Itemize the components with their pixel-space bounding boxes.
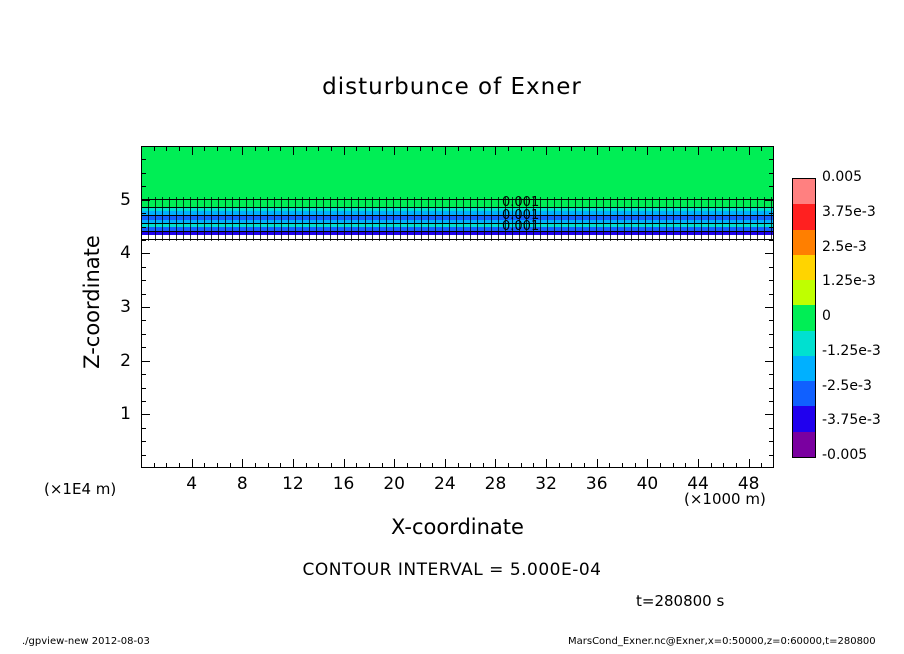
- x-axis-tick: [268, 463, 269, 468]
- x-axis-tick-label: 32: [535, 474, 557, 494]
- x-axis-tick: [458, 463, 459, 468]
- x-axis-tick: [559, 463, 560, 468]
- x-axis-tick: [204, 463, 205, 468]
- hatch-tick: [267, 197, 268, 241]
- y-axis-tick-label: 2: [120, 350, 131, 371]
- colorbar-tick-label: -1.25e-3: [822, 342, 881, 359]
- x-axis-tick: [306, 146, 307, 151]
- y-axis-tick: [769, 401, 774, 402]
- contour-line: [142, 199, 773, 200]
- footer-right-text: MarsCond_Exner.nc@Exner,x=0:50000,z=0:60000,t=280800: [568, 636, 876, 647]
- x-axis-tick: [723, 463, 724, 468]
- x-axis-tick-label: 4: [186, 474, 198, 494]
- x-axis-tick: [533, 463, 534, 468]
- y-axis-tick: [141, 186, 146, 187]
- hatch-tick: [491, 197, 492, 241]
- y-axis-tick: [765, 307, 774, 308]
- hatch-tick: [400, 197, 401, 241]
- y-axis-tick: [141, 240, 146, 241]
- hatch-tick: [393, 197, 394, 241]
- x-axis-tick: [609, 463, 610, 468]
- x-axis-tick: [546, 146, 547, 155]
- hatch-tick: [323, 197, 324, 241]
- x-axis-tick: [761, 463, 762, 468]
- hatch-tick: [204, 197, 205, 241]
- hatch-tick: [463, 197, 464, 241]
- colorbar-cell: [793, 255, 815, 280]
- x-axis-tick: [331, 463, 332, 468]
- x-axis-tick: [698, 459, 699, 468]
- x-axis-tick: [369, 146, 370, 151]
- y-axis-tick: [769, 455, 774, 456]
- hatch-tick: [596, 197, 597, 241]
- y-axis-tick: [769, 334, 774, 335]
- y-axis-tick: [769, 186, 774, 187]
- colorbar-cell: [793, 305, 815, 330]
- hatch-tick: [169, 197, 170, 241]
- hatch-tick: [428, 197, 429, 241]
- y-axis-tick: [769, 441, 774, 442]
- x-axis-tick: [660, 463, 661, 468]
- x-axis-tick: [432, 463, 433, 468]
- hatch-tick: [477, 197, 478, 241]
- x-axis-tick: [698, 146, 699, 155]
- hatch-tick: [386, 197, 387, 241]
- x-axis-tick: [495, 146, 496, 155]
- hatch-tick: [190, 197, 191, 241]
- hatch-tick: [638, 197, 639, 241]
- y-axis-tick: [141, 334, 146, 335]
- x-axis-tick: [521, 463, 522, 468]
- x-axis-tick: [533, 146, 534, 151]
- y-axis-tick: [765, 200, 774, 201]
- x-axis-tick-label: 12: [282, 474, 304, 494]
- hatch-tick: [435, 197, 436, 241]
- y-axis-tick: [141, 294, 146, 295]
- hatch-tick: [274, 197, 275, 241]
- hatch-tick: [582, 197, 583, 241]
- hatch-tick: [183, 197, 184, 241]
- y-axis-label: Z-coordinate: [80, 235, 104, 369]
- x-axis-tick: [622, 463, 623, 468]
- x-axis-tick: [508, 463, 509, 468]
- x-axis-tick-label: 48: [737, 474, 760, 494]
- x-axis-tick: [609, 146, 610, 151]
- hatch-tick: [162, 197, 163, 241]
- contour-line: [142, 223, 773, 224]
- x-axis-tick: [432, 146, 433, 151]
- y-axis-tick: [141, 428, 146, 429]
- x-axis-tick: [597, 459, 598, 468]
- hatch-tick: [729, 197, 730, 241]
- x-axis-tick: [749, 459, 750, 468]
- x-axis-tick-label: 8: [236, 474, 248, 494]
- y-axis-tick-label: 4: [120, 243, 131, 264]
- hatch-tick: [484, 197, 485, 241]
- hatch-tick: [659, 197, 660, 241]
- x-axis-tick: [166, 463, 167, 468]
- colorbar-tick-label: 2.5e-3: [822, 238, 867, 255]
- x-axis-tick: [154, 463, 155, 468]
- x-axis-tick: [293, 146, 294, 155]
- x-axis-tick: [230, 463, 231, 468]
- x-axis-tick-label: 40: [636, 474, 659, 494]
- y-axis-tick: [141, 159, 146, 160]
- y-axis-tick: [769, 388, 774, 389]
- hatch-tick: [666, 197, 667, 241]
- x-axis-tick: [647, 459, 648, 468]
- x-axis-tick: [673, 146, 674, 151]
- x-axis-tick-label: 44: [687, 474, 709, 494]
- x-axis-tick: [470, 463, 471, 468]
- hatch-tick: [239, 197, 240, 241]
- x-axis-tick: [318, 146, 319, 151]
- y-axis-tick: [141, 455, 146, 456]
- x-axis-tick: [356, 146, 357, 151]
- colorbar-cell: [793, 331, 815, 356]
- colorbar-cell: [793, 406, 815, 431]
- x-axis-tick: [660, 146, 661, 151]
- x-axis-tick: [761, 146, 762, 151]
- hatch-tick: [372, 197, 373, 241]
- x-axis-tick: [647, 146, 648, 155]
- x-axis-tick: [420, 463, 421, 468]
- colorbar-tick-label: -2.5e-3: [822, 377, 872, 394]
- contour-line: [142, 239, 773, 240]
- hatch-tick: [442, 197, 443, 241]
- contour-line: [142, 207, 773, 208]
- x-axis-tick: [331, 146, 332, 151]
- hatch-tick: [575, 197, 576, 241]
- y-axis-tick: [141, 307, 150, 308]
- y-axis-tick: [769, 240, 774, 241]
- contour-hatching: [142, 197, 773, 241]
- contour-interval-caption: CONTOUR INTERVAL = 5.000E-04: [302, 560, 602, 580]
- hatch-tick: [631, 197, 632, 241]
- x-axis-tick: [369, 463, 370, 468]
- hatch-tick: [540, 197, 541, 241]
- plot-area: [141, 146, 774, 468]
- x-axis-tick: [268, 146, 269, 151]
- colorbar-cell: [793, 230, 815, 255]
- contour-label-2: 0.001: [502, 208, 540, 223]
- hatch-tick: [246, 197, 247, 241]
- colorbar-cell: [793, 204, 815, 229]
- y-axis-tick: [769, 213, 774, 214]
- footer-left-text: ./gpview-new 2012-08-03: [22, 636, 150, 647]
- x-axis-tick-label: 24: [434, 474, 456, 494]
- hatch-tick: [155, 197, 156, 241]
- x-axis-tick: [635, 146, 636, 151]
- y-axis-tick: [769, 347, 774, 348]
- field-background: [142, 147, 773, 204]
- y-axis-tick: [769, 159, 774, 160]
- hatch-tick: [708, 197, 709, 241]
- hatch-tick: [624, 197, 625, 241]
- x-axis-tick: [318, 463, 319, 468]
- x-axis-tick: [673, 463, 674, 468]
- hatch-tick: [554, 197, 555, 241]
- x-axis-tick: [711, 146, 712, 151]
- x-axis-tick: [470, 146, 471, 151]
- colorbar-tick-label: 1.25e-3: [822, 273, 876, 290]
- y-axis-tick: [769, 320, 774, 321]
- hatch-tick: [470, 197, 471, 241]
- colorbar-tick-label: -0.005: [822, 447, 868, 463]
- y-axis-tick: [141, 388, 146, 389]
- hatch-tick: [722, 197, 723, 241]
- x-axis-tick: [382, 146, 383, 151]
- x-axis-tick: [255, 146, 256, 151]
- y-axis-tick: [769, 227, 774, 228]
- x-axis-tick: [723, 146, 724, 151]
- y-axis-units: (×1E4 m): [44, 480, 117, 498]
- hatch-tick: [344, 197, 345, 241]
- hatch-tick: [260, 197, 261, 241]
- y-axis-tick: [765, 414, 774, 415]
- hatch-tick: [694, 197, 695, 241]
- chart-title: disturbunce of Exner: [322, 74, 582, 100]
- contour-label-3: 0.001: [502, 219, 540, 234]
- x-axis-tick: [711, 463, 712, 468]
- hatch-tick: [680, 197, 681, 241]
- y-axis-tick-label: 5: [120, 189, 131, 210]
- y-axis-tick: [141, 374, 146, 375]
- hatch-tick: [309, 197, 310, 241]
- hatch-tick: [589, 197, 590, 241]
- contour-line: [142, 215, 773, 216]
- x-axis-tick: [382, 463, 383, 468]
- x-axis-tick: [546, 459, 547, 468]
- x-axis-tick: [255, 463, 256, 468]
- y-axis-tick: [769, 267, 774, 268]
- hatch-tick: [211, 197, 212, 241]
- x-axis-tick: [166, 146, 167, 151]
- x-axis-tick: [394, 459, 395, 468]
- hatch-tick: [743, 197, 744, 241]
- hatch-tick: [253, 197, 254, 241]
- x-axis-tick: [242, 459, 243, 468]
- hatch-tick: [218, 197, 219, 241]
- hatch-tick: [715, 197, 716, 241]
- hatch-tick: [687, 197, 688, 241]
- x-axis-tick: [622, 146, 623, 151]
- hatch-tick: [365, 197, 366, 241]
- x-axis-tick: [736, 146, 737, 151]
- colorbar-cell: [793, 432, 815, 457]
- x-axis-tick: [571, 463, 572, 468]
- x-axis-tick: [179, 146, 180, 151]
- x-axis-tick: [635, 463, 636, 468]
- y-axis-tick: [765, 253, 774, 254]
- x-axis-tick: [584, 463, 585, 468]
- y-axis-tick: [141, 200, 150, 201]
- x-axis-tick: [293, 459, 294, 468]
- x-axis-tick: [394, 146, 395, 155]
- x-axis-tick: [597, 146, 598, 155]
- hatch-tick: [561, 197, 562, 241]
- hatch-tick: [379, 197, 380, 241]
- y-axis-tick: [769, 294, 774, 295]
- x-axis-tick: [483, 146, 484, 151]
- y-axis-tick: [141, 227, 146, 228]
- hatch-tick: [603, 197, 604, 241]
- hatch-tick: [547, 197, 548, 241]
- x-axis-tick: [483, 463, 484, 468]
- hatch-tick: [295, 197, 296, 241]
- hatch-tick: [302, 197, 303, 241]
- x-axis-tick: [407, 463, 408, 468]
- colorbar-tick-label: 0.005: [822, 169, 863, 185]
- hatch-tick: [232, 197, 233, 241]
- hatch-tick: [197, 197, 198, 241]
- hatch-tick: [764, 197, 765, 241]
- x-axis-tick: [230, 146, 231, 151]
- x-axis-tick: [508, 146, 509, 151]
- y-axis-tick: [141, 441, 146, 442]
- y-axis-tick: [141, 361, 150, 362]
- x-axis-tick: [242, 146, 243, 155]
- colorbar: [792, 178, 816, 458]
- y-axis-tick: [769, 374, 774, 375]
- hatch-tick: [148, 197, 149, 241]
- x-axis-tick: [571, 146, 572, 151]
- x-axis-tick: [495, 459, 496, 468]
- hatch-tick: [701, 197, 702, 241]
- colorbar-tick-label: 0: [822, 308, 831, 324]
- hatch-tick: [757, 197, 758, 241]
- y-axis-tick: [141, 401, 146, 402]
- x-axis-tick-label: 36: [585, 474, 608, 494]
- x-axis-tick: [736, 463, 737, 468]
- hatch-tick: [645, 197, 646, 241]
- x-axis-tick: [204, 146, 205, 151]
- time-stamp-label: t=280800 s: [636, 592, 725, 610]
- colorbar-tick-label: 3.75e-3: [822, 203, 876, 220]
- y-axis-tick: [769, 280, 774, 281]
- hatch-tick: [281, 197, 282, 241]
- x-axis-tick: [217, 146, 218, 151]
- x-axis-tick-label: 28: [484, 474, 507, 494]
- hatch-tick: [288, 197, 289, 241]
- x-axis-tick: [356, 463, 357, 468]
- y-axis-tick: [765, 361, 774, 362]
- x-axis-tick: [420, 146, 421, 151]
- hatch-tick: [673, 197, 674, 241]
- hatch-tick: [407, 197, 408, 241]
- hatch-tick: [316, 197, 317, 241]
- x-axis-tick: [179, 463, 180, 468]
- y-axis-tick-label: 1: [120, 404, 131, 425]
- colorbar-cell: [793, 381, 815, 406]
- hatch-tick: [610, 197, 611, 241]
- hatch-tick: [337, 197, 338, 241]
- x-axis-tick: [521, 146, 522, 151]
- hatch-tick: [330, 197, 331, 241]
- y-axis-tick: [141, 253, 150, 254]
- x-axis-tick: [217, 463, 218, 468]
- x-axis-tick: [344, 146, 345, 155]
- colorbar-tick-label: -3.75e-3: [822, 412, 881, 429]
- hatch-tick: [176, 197, 177, 241]
- contour-label-1: 0.001: [502, 195, 540, 210]
- hatch-tick: [568, 197, 569, 241]
- x-axis-tick: [154, 146, 155, 151]
- hatch-tick: [414, 197, 415, 241]
- y-axis-tick: [141, 267, 146, 268]
- x-axis-tick: [192, 146, 193, 155]
- x-axis-tick: [749, 146, 750, 155]
- x-axis-tick: [306, 463, 307, 468]
- hatch-tick: [771, 197, 772, 241]
- x-axis-tick-label: 16: [332, 474, 355, 494]
- y-axis-tick: [141, 213, 146, 214]
- x-axis-label: X-coordinate: [391, 515, 524, 539]
- y-axis-tick: [769, 428, 774, 429]
- y-axis-tick: [141, 280, 146, 281]
- x-axis-tick: [280, 146, 281, 151]
- y-axis-tick: [141, 173, 146, 174]
- colorbar-cell: [793, 356, 815, 381]
- hatch-tick: [358, 197, 359, 241]
- x-axis-tick-label: 20: [383, 474, 405, 494]
- colorbar-cell: [793, 179, 815, 204]
- hatch-tick: [351, 197, 352, 241]
- x-axis-tick: [407, 146, 408, 151]
- x-axis-tick: [685, 463, 686, 468]
- x-axis-tick: [445, 146, 446, 155]
- x-axis-tick: [344, 459, 345, 468]
- y-axis-tick-label: 3: [120, 297, 131, 317]
- y-axis-tick: [141, 347, 146, 348]
- y-axis-tick: [769, 173, 774, 174]
- y-axis-tick: [141, 320, 146, 321]
- hatch-tick: [421, 197, 422, 241]
- hatch-tick: [736, 197, 737, 241]
- hatch-tick: [652, 197, 653, 241]
- hatch-tick: [456, 197, 457, 241]
- x-axis-tick: [559, 146, 560, 151]
- contour-line: [142, 231, 773, 232]
- x-axis-units: (×1000 m): [684, 490, 766, 508]
- y-axis-tick: [141, 414, 150, 415]
- colorbar-cell: [793, 280, 815, 305]
- x-axis-tick: [280, 463, 281, 468]
- x-axis-tick: [458, 146, 459, 151]
- x-axis-tick: [584, 146, 585, 151]
- x-axis-tick: [685, 146, 686, 151]
- hatch-tick: [225, 197, 226, 241]
- hatch-tick: [617, 197, 618, 241]
- x-axis-tick: [445, 459, 446, 468]
- hatch-tick: [498, 197, 499, 241]
- hatch-tick: [449, 197, 450, 241]
- hatch-tick: [750, 197, 751, 241]
- x-axis-tick: [192, 459, 193, 468]
